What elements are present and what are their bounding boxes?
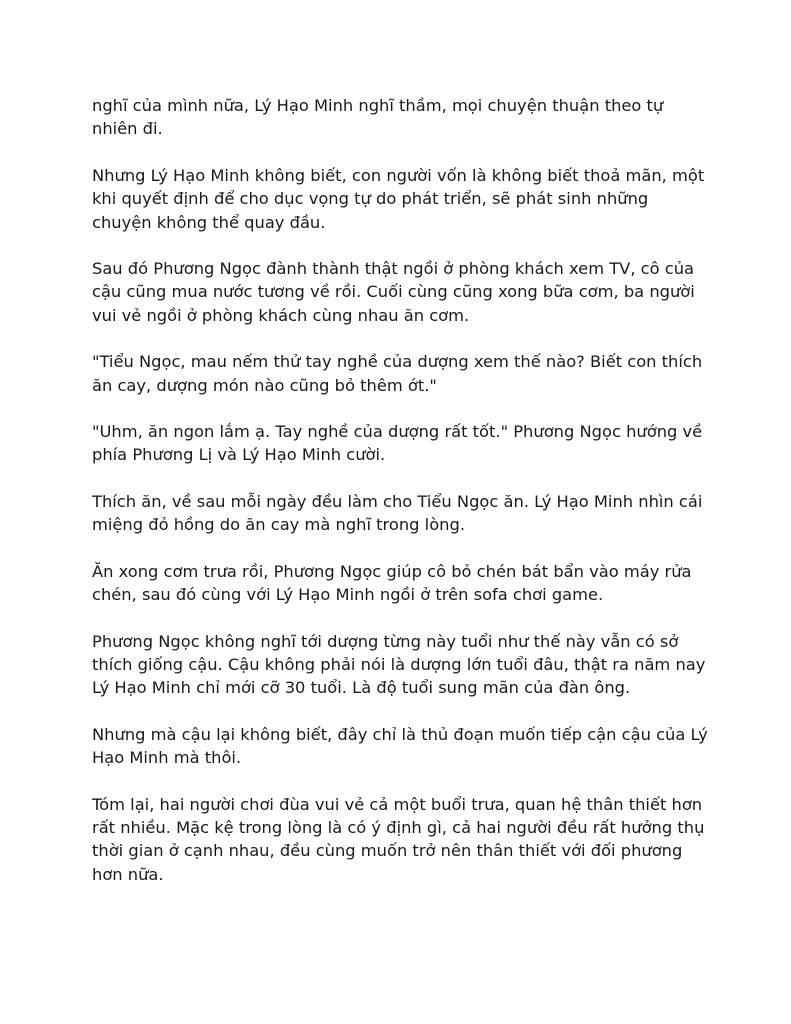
paragraph-6: Thích ăn, về sau mỗi ngày đều làm cho Tiểu Ngọc ăn. Lý Hạo Minh nhìn cái miệng đỏ hồng do ăn cay mà nghĩ trong lòng. [92,491,703,535]
paragraph-9: Nhưng mà cậu lại không biết, đây chỉ là thủ đoạn muốn tiếp cận cậu của Lý Hạo Minh mà thôi. [92,724,708,768]
document-page [92,94,708,909]
paragraph-8: Phương Ngọc không nghĩ tới dượng từng này tuổi như thế này vẫn có sở thích giống cậu. Cậu không phải nói là dượng lớn tuổi đâu, thật ra năm nay Lý Hạo Minh chỉ mới cỡ 30 tuổi. Là độ tuổi sung mãn của đàn ông. [92,631,706,698]
paragraph-1: nghĩ của mình nữa, Lý Hạo Minh nghĩ thầm, mọi chuyện thuận theo tự nhiên đi. [92,96,664,139]
paragraph-3: Sau đó Phương Ngọc đành thành thật ngồi ở phòng khách xem TV, cô của cậu cũng mua nước tương về rồi. Cuối cùng cũng xong bữa cơm, ba người vui vẻ ngồi ở phòng khách cùng nhau ăn cơm. [92,259,695,325]
paragraph-4: "Tiểu Ngọc, mau nếm thử tay nghề của dượng xem thế nào? Biết con thích ăn cay, dượng món nào cũng bỏ thêm ớt." [92,352,703,395]
paragraph-2: Nhưng Lý Hạo Minh không biết, con người vốn là không biết thoả mãn, một khi quyết định để cho dục vọng tự do phát triển, sẽ phát sinh những chuyện không thể quay đầu. [92,165,705,232]
paragraph-7: Ăn xong cơm trưa rồi, Phương Ngọc giúp cô bỏ chén bát bẩn vào máy rửa chén, sau đó cùng với Lý Hạo Minh ngồi ở trên sofa chơi game. [92,561,692,605]
paragraph-5: "Uhm, ăn ngon lắm ạ. Tay nghề của dượng rất tốt." Phương Ngọc hướng về phía Phương Lị và Lý Hạo Minh cười. [92,422,703,465]
paragraph-10: Tóm lại, hai người chơi đùa vui vẻ cả một buổi trưa, quan hệ thân thiết hơn rất nhiều. Mặc kệ trong lòng là có ý định gì, cả hai người đều rất hưởng thụ thời gian ở cạnh nhau, đều cùng muốn trở nên thân thiết với đối phương hơn nữa. [92,794,705,884]
